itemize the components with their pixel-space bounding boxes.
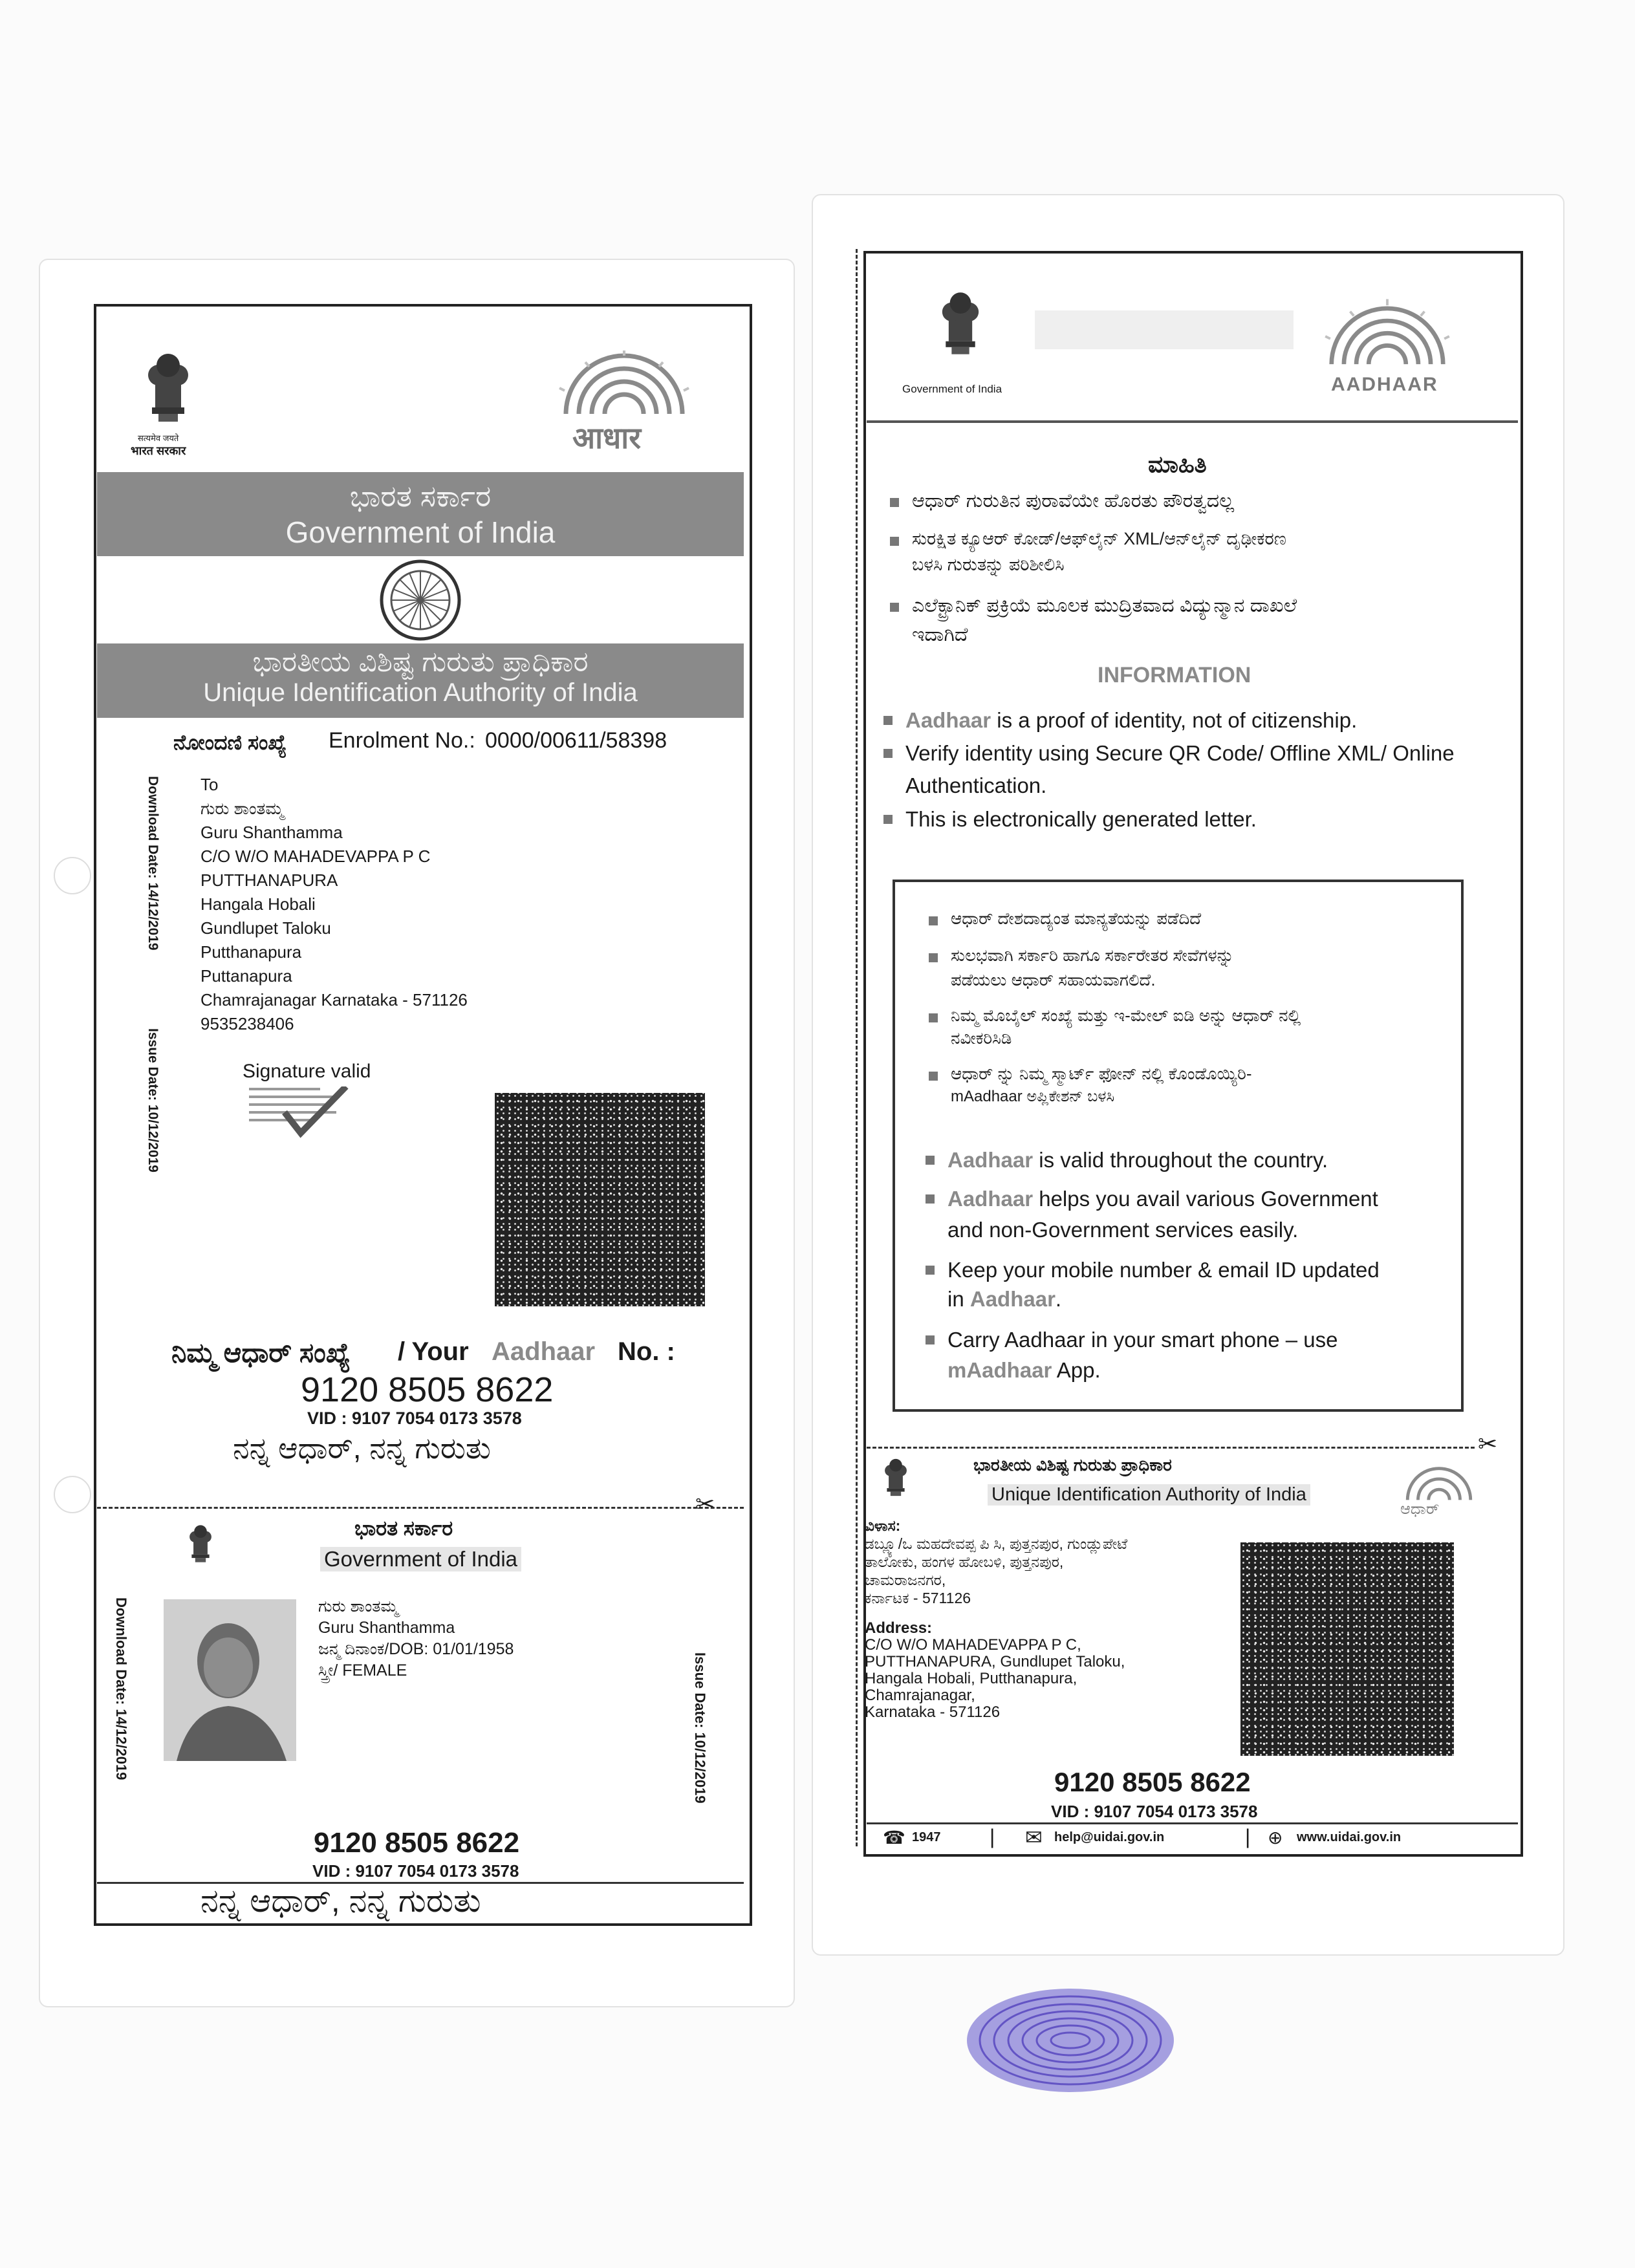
address-line: 9535238406: [200, 1014, 294, 1033]
address-line: Hangala Hobali: [200, 894, 316, 914]
info-kannada-item: ಎಲೆಕ್ಟ್ರಾನಿಕ್ ಪ್ರಕ್ರಿಯೆ ಮೂಲಕ ಮುದ್ರಿತವಾದ ವಿದ್ಯುನ್ಮಾನ ದಾಖಲೆ: [912, 595, 1297, 616]
address-block: [200, 773, 468, 1036]
signature-check-icon: [249, 1086, 365, 1148]
card-header-english: Government of India: [320, 1547, 521, 1571]
box-kannada-item: ಆಧಾರ್ ದೇಶದಾದ್ಯಂತ ಮಾನ್ಯತೆಯನ್ನು ಪಡೆದಿದೆ: [951, 909, 1202, 928]
thumbprint-icon: [964, 1985, 1177, 2099]
info-kannada-item: ಆಧಾರ್ ಗುರುತಿನ ಪುರಾವೆಯೇ ಹೊರತು ಪೌರತ್ವದಲ್ಲ: [912, 490, 1235, 512]
your-aadhaar-label: / Your: [398, 1337, 469, 1366]
address-line: C/O W/O MAHADEVAPPA P C,: [865, 1636, 1081, 1654]
box-item-3: Keep your mobile number & email ID updated: [947, 1258, 1380, 1282]
footer-divider: |: [990, 1825, 995, 1848]
signature-valid-label: Signature valid: [243, 1061, 371, 1082]
download-date-vertical: Download Date: 14/12/2019: [146, 776, 160, 951]
address-line: Karnataka - 571126: [865, 1703, 1001, 1721]
right-card-address-kannada: [865, 1517, 1127, 1607]
box-item-3-pre: in: [947, 1287, 970, 1311]
scissors-icon: ✂: [695, 1491, 715, 1517]
right-card-aadhaar-number: 9120 8505 8622: [1054, 1767, 1251, 1797]
address-line: Hangala Hobali, Putthanapura,: [865, 1670, 1077, 1687]
card-photo: [164, 1599, 296, 1761]
card-gender: ಸ್ತ್ರೀ/ FEMALE: [318, 1661, 407, 1679]
info-kannada-title: ಮಾಹಿತಿ: [1148, 451, 1207, 477]
info-item-1: [905, 708, 1357, 733]
aadhaar-logo-icon-right: [1313, 294, 1462, 382]
punch-hole: [54, 1476, 91, 1513]
card-download-date: Download Date: 14/12/2019: [113, 1597, 129, 1780]
punch-hole: [54, 857, 91, 894]
address-line: C/O W/O MAHADEVAPPA P C: [200, 847, 431, 866]
box-item-4-post: App.: [1052, 1358, 1101, 1382]
footer-rule: [867, 1822, 1518, 1824]
mail-icon: ✉: [1025, 1826, 1043, 1849]
right-card-logo-text: ಆಧಾರ್: [1400, 1500, 1440, 1518]
box-item-2-cont: and non-Government services easily.: [947, 1218, 1299, 1242]
footer-email: help@uidai.gov.in: [1054, 1830, 1165, 1844]
box-kannada-item-cont: ನವೀಕರಿಸಿಡಿ: [951, 1028, 1012, 1048]
address-kannada-label: ವಿಳಾಸ:: [865, 1517, 901, 1534]
card-name-kannada: ಗುರು ಶಾಂತಮ್ಮ: [318, 1597, 398, 1615]
address-kannada-line: ಡಬ್ಲ್ಯೂ/ಒ ಮಹದೇವಪ್ಪ ಪಿ ಸಿ, ಪುತ್ತನಪುರ, ಗುಂಡ್ಲುಪೇಟೆ: [865, 1535, 1128, 1552]
maadhaar-word: mAadhaar: [947, 1358, 1052, 1382]
phone-icon: ☎: [883, 1828, 905, 1848]
ashoka-chakra-icon: [375, 558, 466, 645]
box-item-3-post: .: [1055, 1287, 1062, 1311]
box-kannada-item-cont: mAadhaar ಅಪ್ಲಿಕೇಶನ್ ಬಳಸಿ: [951, 1088, 1115, 1105]
address-line: ಗುರು ಶಾಂತಮ್ಮ: [200, 799, 284, 818]
info-kannada-item-cont: ಬಳಸಿ ಗುರುತನ್ನು ಪರಿಶೀಲಿಸಿ: [912, 555, 1065, 574]
box-item-4-cont: [947, 1358, 1101, 1383]
address-kannada-line: ಚಾಮರಾಜನಗರ,: [865, 1571, 946, 1588]
band-kannada-title: ಭಾರತ ಸರ್ಕಾರ: [349, 479, 492, 513]
aadhaar-word: Aadhaar: [947, 1148, 1034, 1172]
box-item-3-cont: [947, 1287, 1061, 1312]
tagline-letter: ನನ್ನ ಆಧಾರ್, ನನ್ನ ಗುರುತು: [233, 1431, 491, 1465]
box-item-2: [947, 1187, 1378, 1211]
aadhaar-word: Aadhaar: [905, 708, 991, 732]
box-item-4: Carry Aadhaar in your smart phone – use: [947, 1328, 1338, 1352]
box-kannada-item: ಸುಲಭವಾಗಿ ಸರ್ಕಾರಿ ಹಾಗೂ ಸರ್ಕಾರೇತರ ಸೇವೆಗಳನ್ನು: [951, 945, 1234, 965]
right-card-address-english: [865, 1620, 1125, 1721]
qr-code-letter: [495, 1093, 705, 1306]
card-emblem-icon: [181, 1517, 220, 1578]
box-kannada-item: ನಿಮ್ಮ ಮೊಬೈಲ್ ಸಂಖ್ಯೆ ಮತ್ತು ಇ-ಮೇಲ್ ಐಡಿ ಅನ್ನು ಆಧಾರ್ ನಲ್ಲಿ: [951, 1006, 1301, 1025]
your-aadhaar-kannada: ನಿಮ್ಮ ಆಧಾರ್ ಸಂಖ್ಯೆ: [171, 1337, 351, 1368]
emblem-caption-right: Government of India: [902, 383, 1002, 395]
issue-date-vertical: Issue Date: 10/12/2019: [146, 1028, 160, 1172]
footer-phone: 1947: [912, 1830, 941, 1844]
box-item-1-text: is valid throughout the country.: [1033, 1148, 1328, 1172]
info-title: INFORMATION: [1098, 663, 1251, 687]
info-kannada-item-cont: ಇದಾಗಿದೆ: [912, 624, 968, 645]
card-details: [318, 1596, 514, 1681]
right-card-header-kannada: ಭಾರತೀಯ ವಿಶಿಷ್ಟ ಗುರುತು ಪ್ರಾಧಿಕಾರ: [973, 1455, 1172, 1474]
card-tagline: ನನ್ನ ಆಧಾರ್, ನನ್ನ ಗುರುತು: [200, 1883, 481, 1919]
address-line: To: [200, 775, 219, 794]
emblem-caption-small: सत्यमेव जयते: [138, 433, 179, 443]
enrolment-kannada-label: ನೋಂದಣಿ ಸಂಖ್ಯೆ: [173, 731, 287, 754]
right-card-header-english: Unique Identification Authority of India: [988, 1484, 1310, 1506]
info-item-2-cont: Authentication.: [905, 773, 1047, 797]
address-line: Guru Shanthamma: [200, 823, 343, 842]
address-line: Chamrajanagar,: [865, 1687, 975, 1704]
vid-letter: VID : 9107 7054 0173 3578: [307, 1409, 522, 1428]
enrolment-number: 0000/00611/58398: [485, 728, 667, 753]
card-header-kannada: ಭಾರತ ಸರ್ಕಾರ: [354, 1517, 453, 1540]
header-rule-right: [867, 420, 1518, 423]
national-emblem-icon: [133, 346, 204, 440]
info-item-3: This is electronically generated letter.: [905, 807, 1257, 831]
aadhaar-logo-text-right: AADHAAR: [1331, 374, 1438, 395]
footer-divider: |: [1245, 1825, 1251, 1848]
info-kannada-item: ಸುರಕ್ಷಿತ ಕ್ಯೂಆರ್ ಕೋಡ್/ಆಫ್‌ಲೈನ್ XML/ಆನ್‌ಲೈನ್ ದೃಢೀಕರಣ: [912, 529, 1286, 548]
info-item-2: Verify identity using Secure QR Code/ Offline XML/ Online: [905, 741, 1455, 765]
card-issue-date: Issue Date: 10/12/2019: [692, 1652, 708, 1804]
address-line: PUTTHANAPURA, Gundlupet Taloku,: [865, 1653, 1125, 1670]
cut-line-left: [97, 1507, 744, 1509]
address-line: Gundlupet Taloku: [200, 918, 331, 938]
box-kannada-item: ಆಧಾರ್ ನ್ನು ನಿಮ್ಮ ಸ್ಮಾರ್ಟ್ ಫೋನ್ ನಲ್ಲಿ ಕೊಂಡೊಯ್ಯಿರಿ-: [951, 1064, 1252, 1083]
emblem-caption-bharat-sarkar: भारत सरकार: [131, 444, 186, 457]
box-kannada-item-cont: ಪಡೆಯಲು ಆಧಾರ್ ಸಹಾಯವಾಗಲಿದೆ.: [951, 970, 1156, 989]
qr-code-card: [1240, 1542, 1454, 1756]
enrolment-label: Enrolment No.:: [329, 728, 475, 753]
band2-kannada-title: ಭಾರತೀಯ ವಿಶಿಷ್ಟ ಗುರುತು ಪ್ರಾಧಿಕಾರ: [252, 646, 589, 678]
address-line: Chamrajanagar Karnataka - 571126: [200, 990, 468, 1010]
no-label: No. :: [618, 1337, 675, 1366]
band2-english-title: Unique Identification Authority of India: [203, 678, 638, 707]
address-line: Putthanapura: [200, 942, 302, 962]
address-kannada-line: ಕರ್ನಾಟಕ - 571126: [865, 1590, 971, 1606]
info-item-1-text: is a proof of identity, not of citizenship.: [991, 708, 1358, 732]
aadhaar-word: Aadhaar: [947, 1187, 1034, 1211]
aadhaar-word: Aadhaar: [492, 1337, 596, 1366]
address-label: Address:: [865, 1619, 933, 1637]
right-card-vid: VID : 9107 7054 0173 3578: [1051, 1802, 1258, 1821]
box-item-1: [947, 1148, 1328, 1172]
gov-india-band: [97, 472, 744, 556]
footer-website: www.uidai.gov.in: [1297, 1830, 1402, 1844]
uidai-band: [97, 643, 744, 718]
box-item-2-text: helps you avail various Government: [1033, 1187, 1378, 1211]
card-vid: VID : 9107 7054 0173 3578: [312, 1861, 519, 1881]
header-grey-blur: [1035, 310, 1294, 349]
card-name-english: Guru Shanthamma: [318, 1619, 455, 1637]
aadhaar-logo-text: आधार: [572, 421, 642, 455]
address-line: Puttanapura: [200, 966, 292, 986]
national-emblem-icon-right: [928, 285, 993, 372]
card-emblem-icon-right: [876, 1452, 915, 1510]
address-kannada-line: ತಾಲೋಕು, ಹಂಗಳ ಹೋಬಳಿ, ಪುತ್ತನಪುರ,: [865, 1553, 1064, 1570]
globe-icon: ⊕: [1268, 1828, 1283, 1848]
aadhaar-word: Aadhaar: [969, 1287, 1056, 1311]
scissors-icon-right: ✂: [1478, 1431, 1498, 1457]
aadhaar-number-letter: 9120 8505 8622: [301, 1370, 554, 1409]
card-aadhaar-number: 9120 8505 8622: [314, 1827, 520, 1859]
cut-line-vertical: [856, 249, 858, 1846]
card-dob: ಜನ್ಮ ದಿನಾಂಕ/DOB: 01/01/1958: [318, 1640, 514, 1658]
band-english-title: Government of India: [285, 515, 556, 549]
address-line: PUTTHANAPURA: [200, 870, 338, 890]
cut-line-right: [867, 1447, 1475, 1449]
